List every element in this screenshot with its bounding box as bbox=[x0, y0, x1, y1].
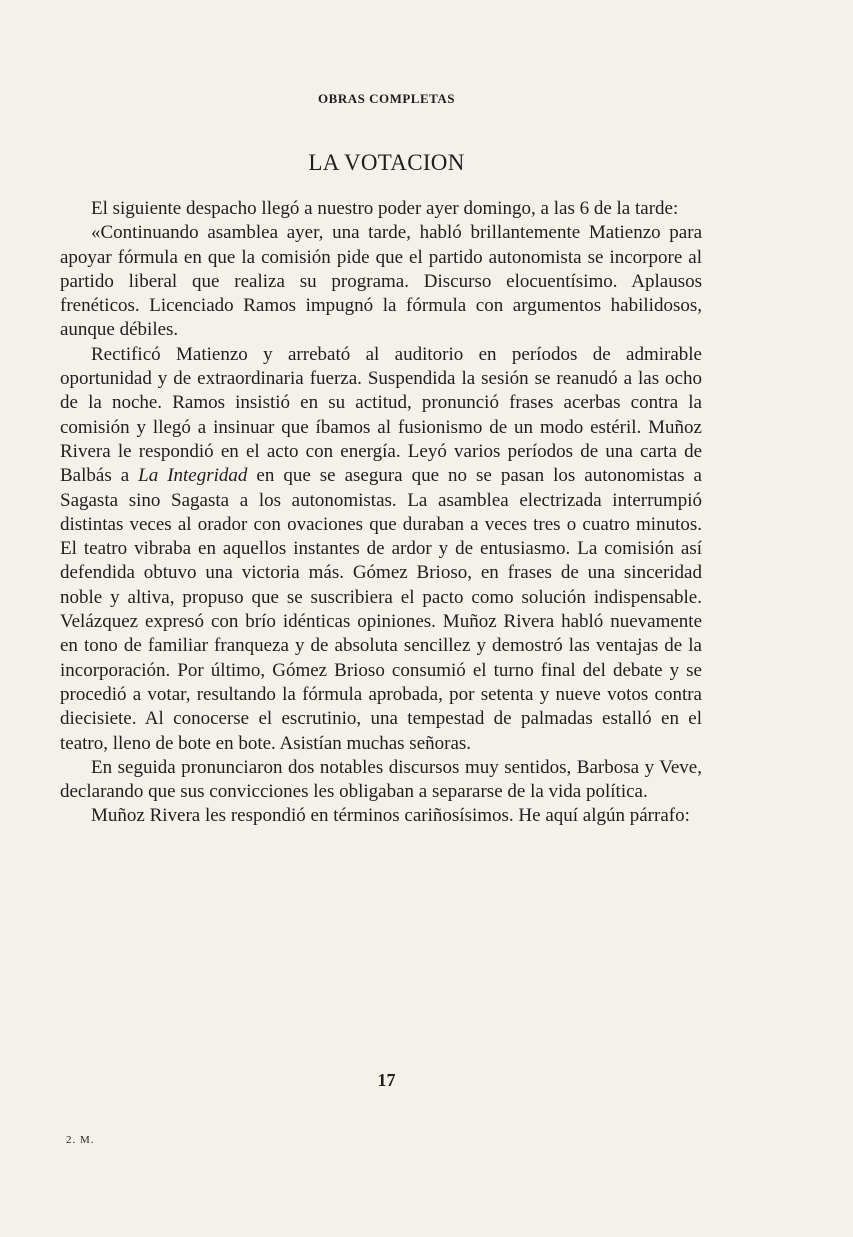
chapter-title: LA VOTACION bbox=[308, 150, 465, 175]
paragraph bbox=[60, 343, 702, 756]
page-number: 17 bbox=[377, 1070, 396, 1090]
signature-mark: 2. M. bbox=[66, 1134, 95, 1146]
paragraph-text: Rectificó Matienzo y arrebató al auditorio en períodos de admirable oportunidad y de extraordinaria fuerza. Suspendida la sesión se reanudó a las ocho de la noche. Ramos insistió en su actitud, pronunció frases acerbas contra la comisión y llegó a insinuar que íbamos al fusionismo de un modo estéril. Muñoz Rivera le respondió en el acto con energía. Leyó varios períodos de una carta de Balbás a bbox=[60, 343, 702, 487]
newspaper-title: La Integridad bbox=[138, 465, 248, 487]
paragraph: El siguiente despacho llegó a nuestro poder ayer domingo, a las 6 de la tarde: bbox=[91, 198, 679, 219]
paragraph: «Continuando asamblea ayer, una tarde, habló brillantemente Matienzo para apoyar fórmula en que la comisión pide que el partido autonomista se incorpore al partido liberal que realiza su programa. Discurso elocuentísimo. Aplausos frenéticos. Licenciado Ramos impugnó la fórmula con argumentos habilidosos, aunque débiles. bbox=[60, 222, 702, 341]
paragraph: Muñoz Rivera les respondió en términos cariñosísimos. He aquí algún párrafo: bbox=[91, 805, 690, 827]
paragraph: En seguida pronunciaron dos notables discursos muy sentidos, Barbosa y Veve, declarando que sus convicciones les obligaban a separarse de la vida política. bbox=[60, 756, 702, 803]
body-text bbox=[60, 197, 702, 829]
running-header: OBRAS COMPLETAS bbox=[318, 91, 455, 106]
paragraph-text: en que se asegura que no se pasan los autonomistas a Sagasta sino Sagasta a los autonomistas. La asamblea electrizada interrumpió distintas veces al orador con ovaciones que duraban a veces tres o cuatro minutos. El teatro vibraba en aquellos instantes de ardor y de entusiasmo. La comisión así defendida obtuvo una victoria más. Gómez Brioso, en frases de una sinceridad noble y altiva, propuso que se suscribiera el pacto como solución indispensable. Velázquez expresó con brío idénticas opiniones. Muñoz Rivera habló nuevamente en tono de familiar franqueza y de absoluta sencillez y demostró las ventajas de la incorporación. Por último, Gómez Brioso consumió el turno final del debate y se procedió a votar, resultando la fórmula aprobada, por setenta y nueve votos contra diecisiete. Al conocerse el escrutinio, una tempestad de palmadas estalló en el teatro, lleno de bote en bote. Asistían muchas señoras. bbox=[60, 465, 702, 754]
